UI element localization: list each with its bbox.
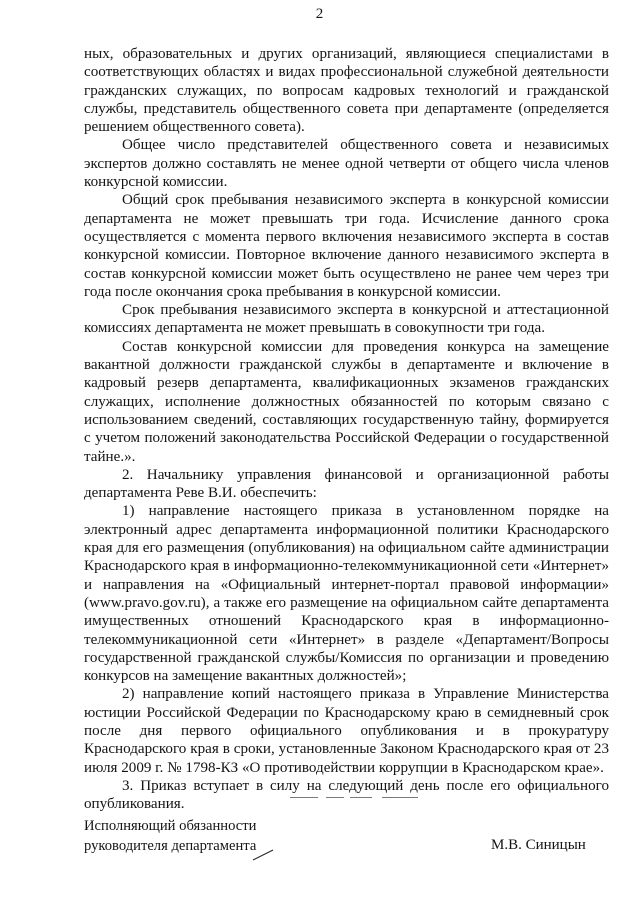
signatory-position-line-1: Исполняющий обязанности — [84, 818, 257, 834]
paragraph-combined-term: Срок пребывания независимого эксперта в конкурсной и аттестационной комиссиях департамента не может превышать в совокупности три года. — [84, 302, 609, 337]
paragraph-commission-members-continued: ных, образовательных и других организаций, являющиеся специалистами в соответствующих областях и видах профессиональной служебной деятельности гражданских служащих, по вопросам кадровых технологий и гражданской службы, представитель общественного совета при департаменте (определяется решением общественного совета). — [84, 46, 609, 136]
paragraph-item-3: 3. Приказ вступает в силу на следующий день после его официального опубликования. — [84, 777, 609, 813]
paragraph-state-secret-commission: Состав конкурсной комиссии для проведения конкурса на замещение вакантной должности гражданской службы в департаменте и включение в кадровый резерв департамента, квалификационных экзаменов гражданских служащих, исполнение должностных обязанностей по которым связано с использованием сведений, составляющих государственную тайну, формируется с учетом положений законодательства Российской Федерации о государственной тайне.». — [84, 338, 609, 465]
signature-stroke-icon — [252, 848, 274, 862]
paragraph-subitem-2: 2) направление копий настоящего приказа в Управление Министерства юстиции Российской Федерации по Краснодарскому краю в семидневный срок после дня первого официального опубликования и в прокуратуру Краснодарского края в сроки, установленные Законом Краснодарского края от 23 июля 2009 г. № 1798-КЗ «О противодействии коррупции в Краснодарском крае». — [84, 686, 609, 776]
paragraph-subitem-1: 1) направление настоящего приказа в установленном порядке на электронный адрес департамента информационной политики Краснодарского края для его размещения (опубликования) на официальном сайте администрации Краснодарского края в информационно-телекоммуникационной сети «Интернет» и направления на «Официальный интернет-портал правовой информации» (www.pravo.gov.ru), а также его размещение на официальном сайте департамента имущественных отношений Краснодарского края в информационно-телекоммуникационной сети «Интернет» в разделе «Департамент/Вопросы государственной гражданской службы/Комиссия по организации и проведению конкурсов на замещение вакантных должностей»; — [84, 503, 609, 685]
page-number: 2 — [315, 6, 324, 22]
scan-artifact-line — [290, 797, 318, 798]
paragraph-expert-term: Общий срок пребывания независимого эксперта в конкурсной комиссии департамента не может превышать три года. Исчисление данного срока осуществляется с момента первого включения независимого эксперта в состав конкурсной комиссии. Повторное включение данного независимого эксперта в состав конкурсной комиссии может быть осуществлено не ранее чем через три года после окончания срока пребывания в конкурсной комиссии. — [84, 192, 609, 300]
signatory-position-line-2: руководителя департамента — [84, 837, 257, 854]
scan-artifact-line — [382, 797, 418, 798]
paragraph-share-of-experts: Общее число представителей общественного совета и независимых экспертов должно составлять не менее одной четверти от общего числа членов конкурсной комиссии. — [84, 137, 609, 191]
paragraph-item-2: 2. Начальнику управления финансовой и организационной работы департамента Реве В.И. обеспечить: — [84, 466, 609, 502]
scan-artifact-line — [350, 797, 372, 798]
document-body — [84, 45, 609, 813]
signatory-position — [84, 817, 256, 856]
scan-artifact-line — [326, 797, 344, 798]
signatory-name: М.В. Синицын — [491, 837, 586, 853]
